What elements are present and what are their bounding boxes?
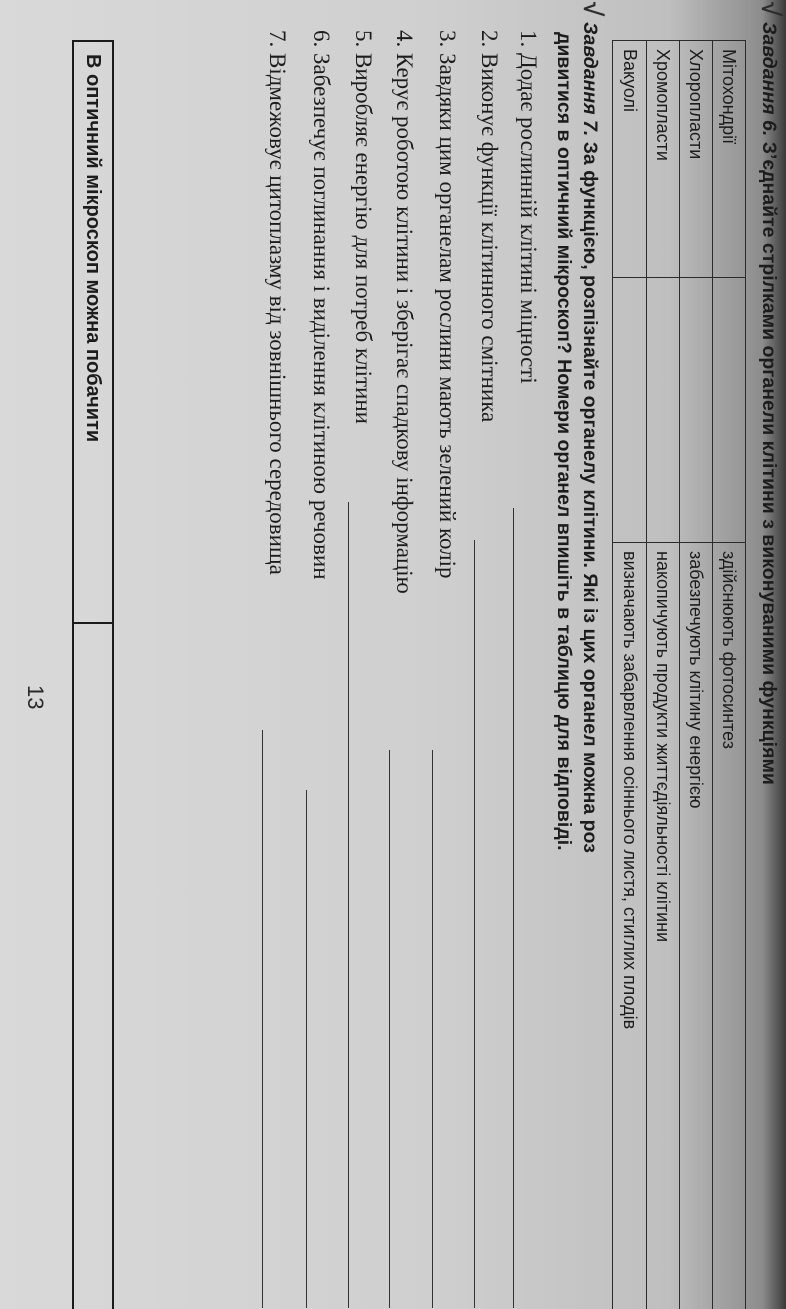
organelle-cell: Хромопласти: [646, 40, 679, 278]
task6-table: [614, 40, 746, 1309]
task6-label: Завдання 6.: [758, 22, 780, 137]
task6-row: [679, 40, 713, 1309]
task7-instruction-line1: За функцією, розпізнайте органелу клітини. Які із цих органел можна роз: [579, 141, 601, 853]
function-cell: здійснюють фотосинтез: [712, 542, 745, 1309]
answer-blank[interactable]: [474, 540, 475, 1308]
function-cell: забезпечують клітину енергією: [679, 542, 712, 1309]
task6-row: [712, 40, 746, 1309]
check-mark-icon: √: [578, 2, 608, 17]
answer-blank[interactable]: [306, 790, 307, 1308]
task6-row: [646, 40, 680, 1309]
list-item: 1. Додає рослинній клітині міцності: [516, 30, 541, 384]
task7-instruction-line2: дивитися в оптичний мікроскоп? Номери органел впишіть в таблицю для відповіді.: [553, 32, 575, 851]
task7-heading: [551, 22, 603, 1309]
task7-label: Завдання 7.: [579, 22, 601, 137]
function-cell: визначають забарвлення осіннього листя, стиглих плодів: [613, 542, 646, 1309]
organelle-cell: Мітохондрії: [712, 40, 745, 278]
list-item: 5. Виробляє енергію для потреб клітини: [351, 30, 376, 424]
list-item: 7. Відмежовує цитоплазму від зовнішнього середовища: [265, 30, 290, 575]
list-item: 2. Виконує функції клітинного смітника: [477, 30, 502, 423]
organelle-cell: Хлоропласти: [679, 40, 712, 278]
check-mark-icon: √: [756, 2, 786, 17]
task6-instruction: З’єднайте стрілками органели клітини з виконуваними функціями: [758, 141, 780, 785]
answer-table: [72, 40, 114, 1309]
answer-table-label: В оптичний мікроскоп можна побачити: [72, 40, 114, 624]
answer-blank[interactable]: [432, 750, 433, 1308]
list-item: 3. Завдяки цим органелам рослини мають зелений колір: [435, 30, 460, 579]
organelle-cell: Вакуолі: [613, 40, 646, 278]
answer-blank[interactable]: [262, 730, 263, 1308]
answer-table-field[interactable]: [72, 624, 114, 1309]
function-cell: накопичують продукти життєдіяльності клітини: [646, 542, 679, 1309]
list-item: 6. Забезпечує поглинання і виділення клітиною речовин: [309, 30, 334, 580]
page-number: 13: [23, 685, 48, 710]
answer-blank[interactable]: [389, 750, 390, 1308]
list-item: 4. Керує роботою клітини і зберігає спадкову інформацію: [392, 30, 417, 594]
answer-blank[interactable]: [513, 508, 514, 1308]
task6-row: [612, 40, 647, 1309]
task6-heading: [757, 22, 780, 1309]
answer-blank[interactable]: [348, 502, 349, 1308]
